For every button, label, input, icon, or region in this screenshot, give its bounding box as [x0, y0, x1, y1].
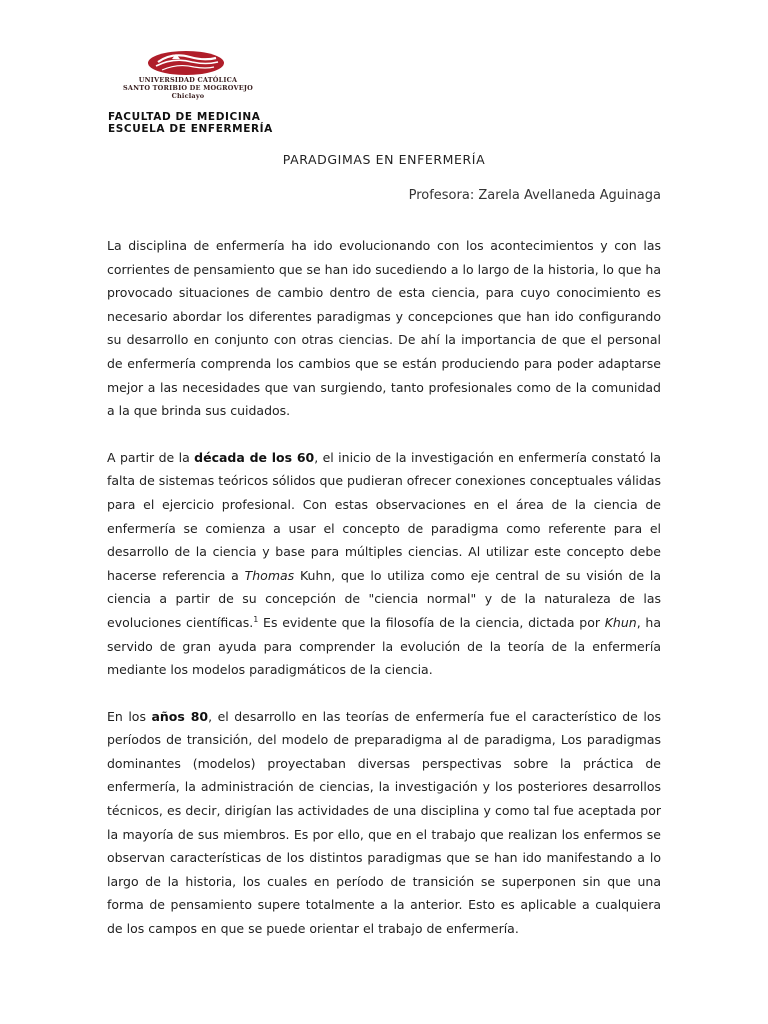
logo-line-3: Chiclayo	[171, 92, 205, 100]
school-name: ESCUELA DE ENFERMERÍA	[108, 123, 273, 135]
university-logo	[108, 50, 268, 112]
paragraph-3	[107, 705, 661, 941]
paragraph-2-italic-1: Thomas	[244, 567, 295, 583]
paragraph-3-bold-1: años 80	[151, 708, 209, 724]
logo-line-1: UNIVERSIDAD CATÓLICA	[138, 76, 238, 84]
logo-line-2: SANTO TORIBIO DE MOGROVEJO	[123, 84, 253, 92]
paragraph-1: La disciplina de enfermería ha ido evolucionando con los acontecimientos y con las corrientes de pensamiento que se han ido sucediendo a lo largo de la historia, lo que ha provocado situaciones de cambio dentro de esta ciencia, para cuyo conocimiento es necesario abordar los diferentes paradigmas y concepciones que han ido configurando su desarrollo en conjunto con otras ciencias. De ahí la importancia de que el personal de enfermería comprenda los cambios que se están produciendo para poder adaptarse mejor a las necesidades que van surgiendo, tanto profesionales como de la comunidad a la que brinda sus cuidados.	[107, 238, 661, 419]
footnote-marker: 1	[253, 614, 259, 624]
faculty-heading	[108, 111, 273, 135]
paragraph-2-text-2: , el inicio de la investigación en enfermería constató la falta de sistemas teóricos sólidos que pudieran ofrecer conexiones conceptuales válidas para el ejercicio profesional. Con estas observaciones en el área de la ciencia de enfermería se comienza a usar el concepto de paradigma como referente para el desarrollo de la ciencia y base para múltiples ciencias. Al utilizar este concepto debe hacerse referencia a	[107, 449, 662, 583]
paragraph-2-text-4: Es evidente que la filosofía de la ciencia, dictada por	[258, 614, 605, 630]
professor-line: Profesora: Zarela Avellaneda Aguinaga	[408, 188, 661, 203]
paragraph-2-bold-1: década de los 60	[194, 449, 315, 465]
paragraph-2-text-1: A partir de la	[107, 449, 195, 465]
document-title: PARADGIMAS EN ENFERMERÍA	[282, 152, 486, 167]
paragraph-2-text-3: Kuhn, que lo utiliza como eje central de su visión de la ciencia a partir de su concepción de "ciencia normal" y de la naturaleza de las evoluciones científicas.	[107, 567, 661, 630]
paragraph-3-text-1: En los	[107, 708, 152, 724]
university-seal-icon	[146, 50, 226, 76]
paragraph-2-italic-2: Khun	[604, 614, 637, 630]
faculty-name: FACULTAD DE MEDICINA	[108, 111, 261, 123]
logo-text	[108, 76, 268, 100]
paragraph-3-text-2: , el desarrollo en las teorías de enfermería fue el característico de los períodos de transición, del modelo de preparadigma al de paradigma, Los paradigmas dominantes (modelos) proyectaban diversas perspectivas sobre la práctica de enfermería, la administración de ciencias, la investigación y los posteriores desarrollos técnicos, es decir, dirigían las actividades de una disciplina y como tal fue aceptada por la mayoría de sus miembros. Es por ello, que en el trabajo que realizan los enfermos se observan características de los distintos paradigmas que se han ido manifestando a lo largo de la historia, los cuales en período de transición se superponen sin que una forma de pensamiento supere totalmente a la anterior. Esto es aplicable a cualquiera de los campos en que se puede orientar el trabajo de enfermería.	[107, 708, 662, 937]
paragraph-2-text-5: , ha servido de gran ayuda para comprender la evolución de la teoría de la enfermería mediante los modelos paradigmáticos de la ciencia.	[107, 614, 661, 678]
letterhead	[108, 50, 278, 112]
document-body	[107, 234, 661, 964]
paragraph-2	[107, 446, 661, 682]
